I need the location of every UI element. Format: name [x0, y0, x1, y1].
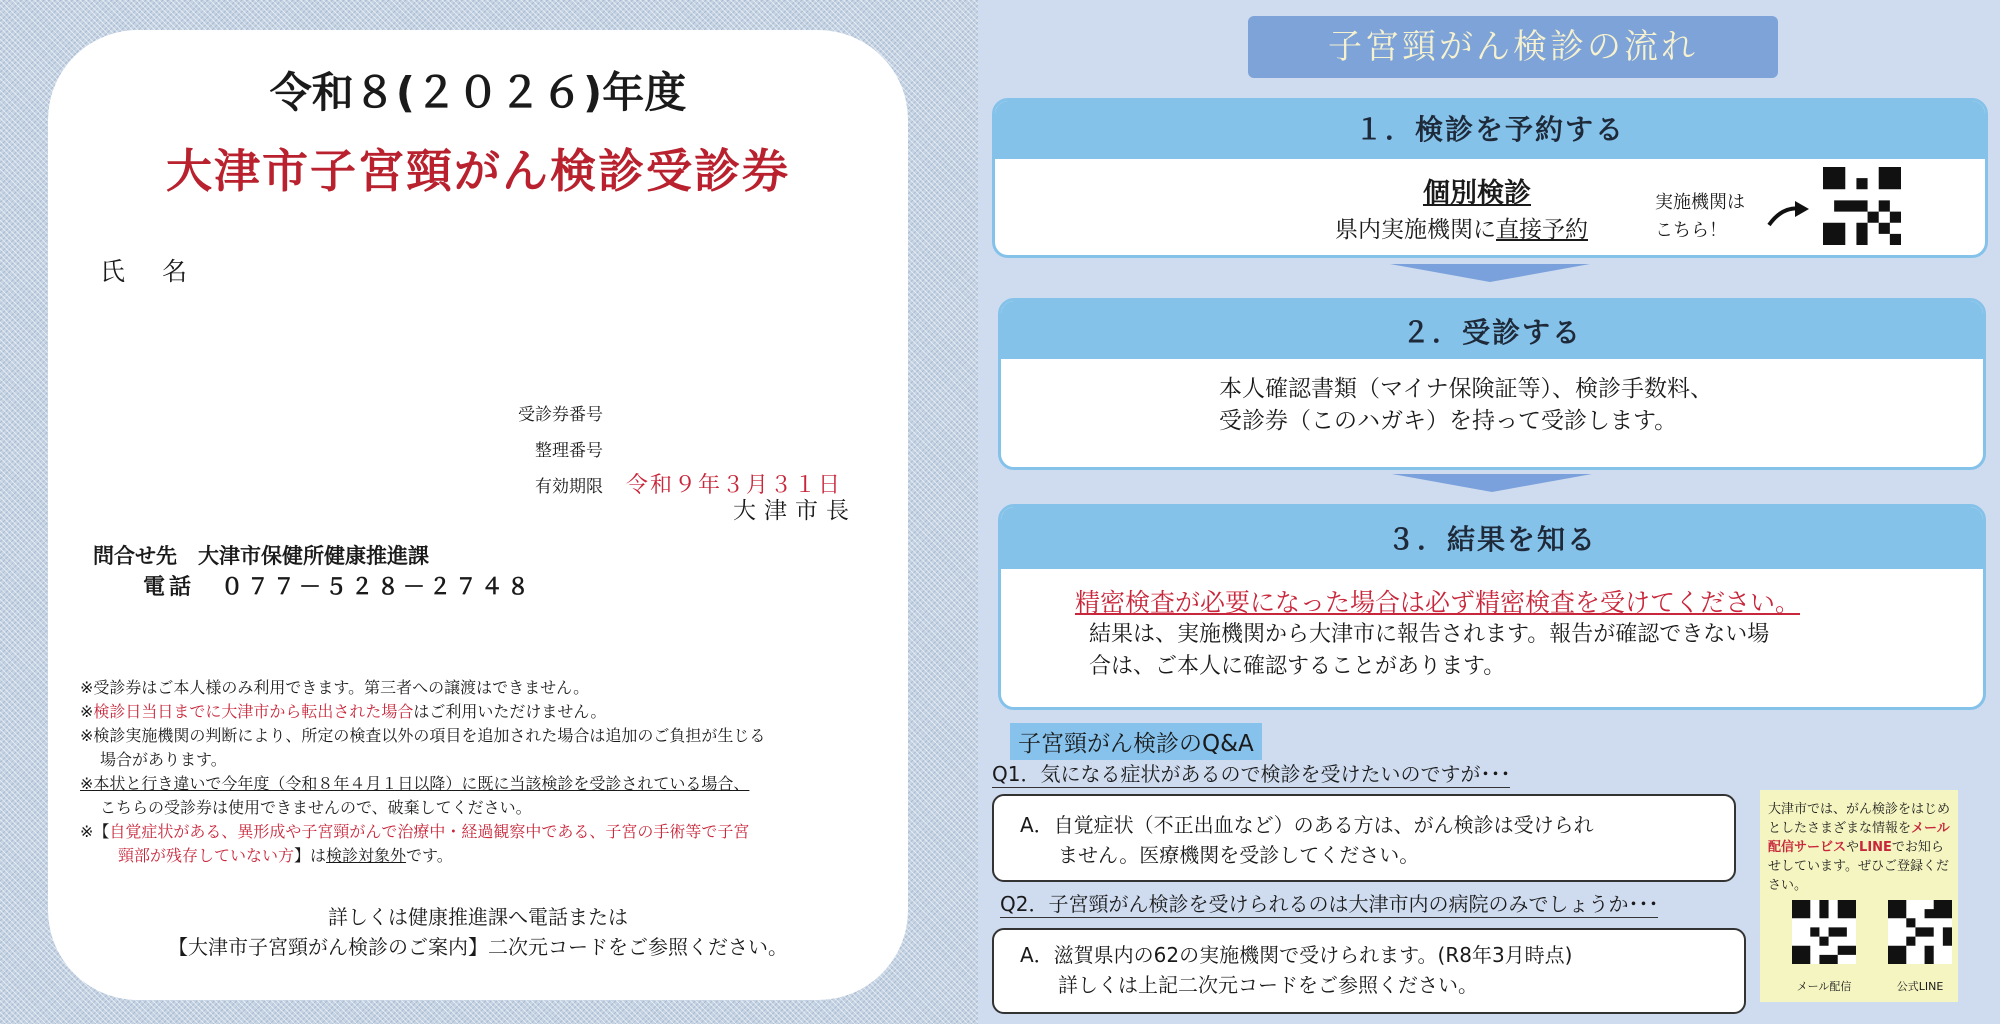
- note-5a: ※【自覚症状がある、異形成や子宮頸がんで治療中・経過観察中である、子宮の手術等で子宮: [80, 822, 750, 841]
- qr-note: 実施機関は こちら！: [1655, 192, 1745, 241]
- flow-arrow-1: [1390, 264, 1590, 282]
- ticket-number-label: 受診券番号: [518, 405, 603, 425]
- step-2-text: 本人確認書類（マイナ保険証等）、検診手数料、 受診券（このハガキ）を持って受診します。: [1219, 376, 1714, 434]
- flow-arrow-2: [1392, 474, 1592, 492]
- step-3-warning: 精密検査が必要になった場合は必ず精密検査を受けてください。: [1075, 588, 1801, 617]
- more-info-line-1: 詳しくは健康推進課へ電話または: [328, 905, 628, 929]
- step-1-heading: １．検診を予約する: [995, 101, 1985, 159]
- contact-label: 問合せ先 大津市保健所健康推進課: [93, 544, 429, 568]
- notes-list: [80, 676, 880, 868]
- ref-number-label: 整理番号: [535, 441, 603, 461]
- ticket-title: 大津市子宮頸がん検診受診券: [166, 144, 790, 198]
- more-info: [48, 902, 908, 962]
- note-2: ※検診日当日までに大津市から転出された場合はご利用いただけません。: [80, 702, 607, 721]
- note-3b: 場合があります。: [100, 750, 227, 769]
- expiry-label: 有効期限: [535, 477, 603, 497]
- note-4a: ※本状と行き違いで今年度（令和８年４月１日以降）に既に当該検診を受診されている場合、: [80, 774, 750, 793]
- step-3-heading: ３．結果を知る: [1001, 507, 1983, 569]
- step-1-box: [992, 98, 1988, 258]
- note-3a: ※検診実施機関の判断により、所定の検査以外の項目を追加された場合は追加のご負担が生じる: [80, 726, 766, 745]
- step-3-box: [998, 504, 1986, 710]
- answer-2-box: [992, 928, 1746, 1014]
- subscription-box: 大津市では、がん検診をはじめとしたさまざまな情報をメール配信サービスやLINEでお知らせしています。ぜひご登録ください。: [1760, 790, 1958, 1002]
- step-3-text: 結果は、実施機関から大津市に報告されます。報告が確認できない場 合は、ご本人に確認することがあります。: [1089, 622, 1770, 679]
- note-1: ※受診券はご本人様のみ利用できます。第三者への譲渡はできません。: [80, 678, 590, 697]
- answer-2-line-2: 詳しくは上記二次元コードをご参照ください。: [1058, 973, 1478, 997]
- note-5b: 頸部が残存していない方】は検診対象外です。: [118, 846, 453, 865]
- mayor-signature: 大津市長: [733, 498, 857, 524]
- qa-title: 子宮頸がん検診のQ&A: [1010, 723, 1262, 760]
- mail-qr-code[interactable]: [1792, 900, 1856, 964]
- fiscal-year: 令和８(２０２６)年度: [269, 68, 687, 117]
- step-1-text: 県内実施機関に直接予約: [1335, 217, 1588, 243]
- name-label: 氏 名: [100, 257, 194, 286]
- ticket-card: [48, 30, 908, 1000]
- note-4b: こちらの受診券は使用できませんので、破棄してください。: [100, 798, 532, 817]
- expiry-value: 令和９年３月３１日: [626, 473, 843, 498]
- step-2-box: [998, 298, 1986, 470]
- line-qr-label: 公式LINE: [1896, 980, 1944, 993]
- answer-2-line-1: A．滋賀県内の62の実施機関で受けられます。(R8年3月時点): [1020, 943, 1573, 967]
- arrow-icon: [1765, 197, 1811, 229]
- more-info-line-2: 【大津市子宮頸がん検診のご案内】二次元コードをご参照ください。: [168, 935, 788, 959]
- mail-qr-label: メール配信: [1796, 980, 1852, 993]
- flow-title: 子宮頸がん検診の流れ: [1248, 16, 1778, 78]
- institution-qr-code[interactable]: [1823, 167, 1901, 245]
- answer-1-line-1: A．自覚症状（不正出血など）のある方は、がん検診は受けられ: [1020, 813, 1594, 837]
- step-1-sub: 個別検診: [1423, 178, 1531, 209]
- answer-1-box: [992, 794, 1736, 882]
- answer-1-line-2: ません。医療機関を受診してください。: [1058, 843, 1420, 867]
- line-qr-code[interactable]: [1888, 900, 1952, 964]
- question-2: Q2．子宮頸がん検診を受けられるのは大津市内の病院のみでしょうか･･･: [1000, 888, 1658, 918]
- step-2-heading: ２．受診する: [1001, 301, 1983, 359]
- phone-number: 電話 ０７７－５２８－２７４８: [143, 575, 534, 600]
- question-1: Q1．気になる症状があるので検診を受けたいのですが･･･: [992, 758, 1510, 788]
